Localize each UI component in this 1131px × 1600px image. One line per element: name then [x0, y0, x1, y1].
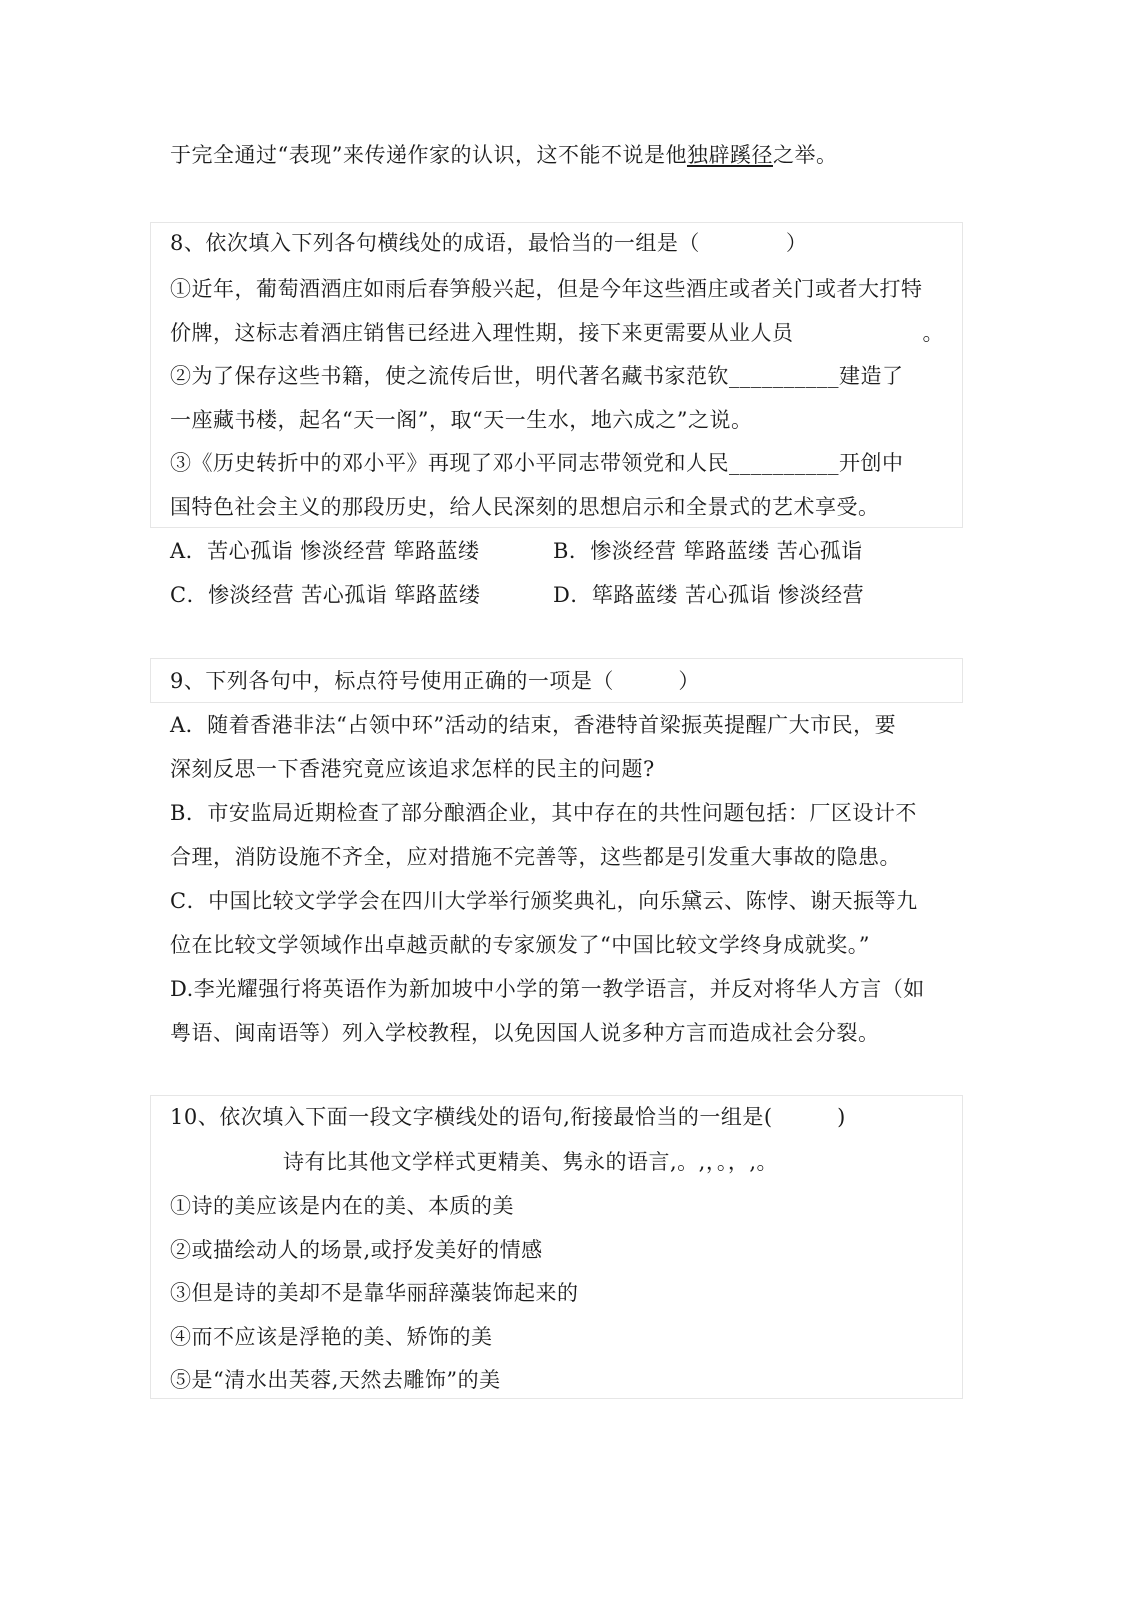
q9-line-7: D.李光耀强行将英语作为新加坡中小学的第一教学语言，并反对将华人方言（如	[170, 977, 925, 1001]
q8-line-6: 国特色社会主义的那段历史，给人民深刻的思想启示和全景式的艺术享受。	[170, 495, 880, 519]
q7-tail-after: 之举。	[772, 143, 838, 167]
q8-line-4: 一座藏书楼，起名“天一阁”，取“天一生水，地六成之”之说。	[170, 408, 753, 432]
q9-line-4: 合理，消防设施不齐全，应对措施不完善等，这些都是引发重大事故的隐患。	[170, 845, 901, 869]
q7-underlined-idiom: 独辟蹊径	[686, 143, 773, 167]
q8-option-d: D．筚路蓝缕 苦心孤诣 惨淡经营	[553, 583, 865, 607]
q9-line-6: 位在比较文学领域作出卓越贡献的专家颁发了“中国比较文学终身成就奖。”	[170, 933, 870, 957]
q10-item-1: ①诗的美应该是内在的美、本质的美	[170, 1194, 514, 1218]
q7-tail-line	[170, 141, 837, 169]
q8-option-b: B．惨淡经营 筚路蓝缕 苦心孤诣	[553, 539, 863, 563]
q10-stem: 诗有比其他文学样式更精美、隽永的语言,。,，。，,。	[283, 1150, 779, 1174]
q9-line-3: B．市安监局近期检查了部分酿酒企业，其中存在的共性问题包括：厂区设计不	[170, 801, 917, 825]
q8-option-a: A．苦心孤诣 惨淡经营 筚路蓝缕	[170, 539, 480, 563]
q10-item-2: ②或描绘动人的场景,或抒发美好的情感	[170, 1238, 543, 1262]
q8-line-5: ③《历史转折中的邓小平》再现了邓小平同志带领党和人民__________开创中	[170, 451, 904, 475]
q8-line-1: ①近年，葡萄酒酒庄如雨后春笋般兴起，但是今年这些酒庄或者关门或者大打特	[170, 277, 923, 301]
q10-title: 10、依次填入下面一段文字横线处的语句,衔接最恰当的一组是( )	[170, 1105, 846, 1129]
q8-line-2: 价牌，这标志着酒庄销售已经进入理性期，接下来更需要从业人员 。	[170, 321, 944, 345]
q8-title: 8、依次填入下列各句横线处的成语，最恰当的一组是（ ）	[170, 231, 808, 255]
q9-line-1: A．随着香港非法“占领中环”活动的结束，香港特首梁振英提醒广大市民，要	[170, 713, 897, 737]
q8-line-3: ②为了保存这些书籍，使之流传后世，明代著名藏书家范钦__________建造了	[170, 364, 904, 388]
q10-item-3: ③但是诗的美却不是靠华丽辞藻装饰起来的	[170, 1281, 579, 1305]
q9-line-2: 深刻反思一下香港究竟应该追求怎样的民主的问题?	[170, 757, 655, 781]
q9-line-8: 粤语、闽南语等）列入学校教程，以免因国人说多种方言而造成社会分裂。	[170, 1021, 880, 1045]
q9-title: 9、下列各句中，标点符号使用正确的一项是（ ）	[170, 669, 700, 693]
q9-line-5: C．中国比较文学学会在四川大学举行颁奖典礼，向乐黛云、陈悖、谢天振等九	[170, 889, 918, 913]
q8-option-c: C．惨淡经营 苦心孤诣 筚路蓝缕	[170, 583, 481, 607]
q10-item-5: ⑤是“清水出芙蓉,天然去雕饰”的美	[170, 1368, 501, 1392]
q7-tail-before: 于完全通过“表现”来传递作家的认识，这不能不说是他	[170, 143, 687, 167]
q10-item-4: ④而不应该是浮艳的美、矫饰的美	[170, 1325, 493, 1349]
